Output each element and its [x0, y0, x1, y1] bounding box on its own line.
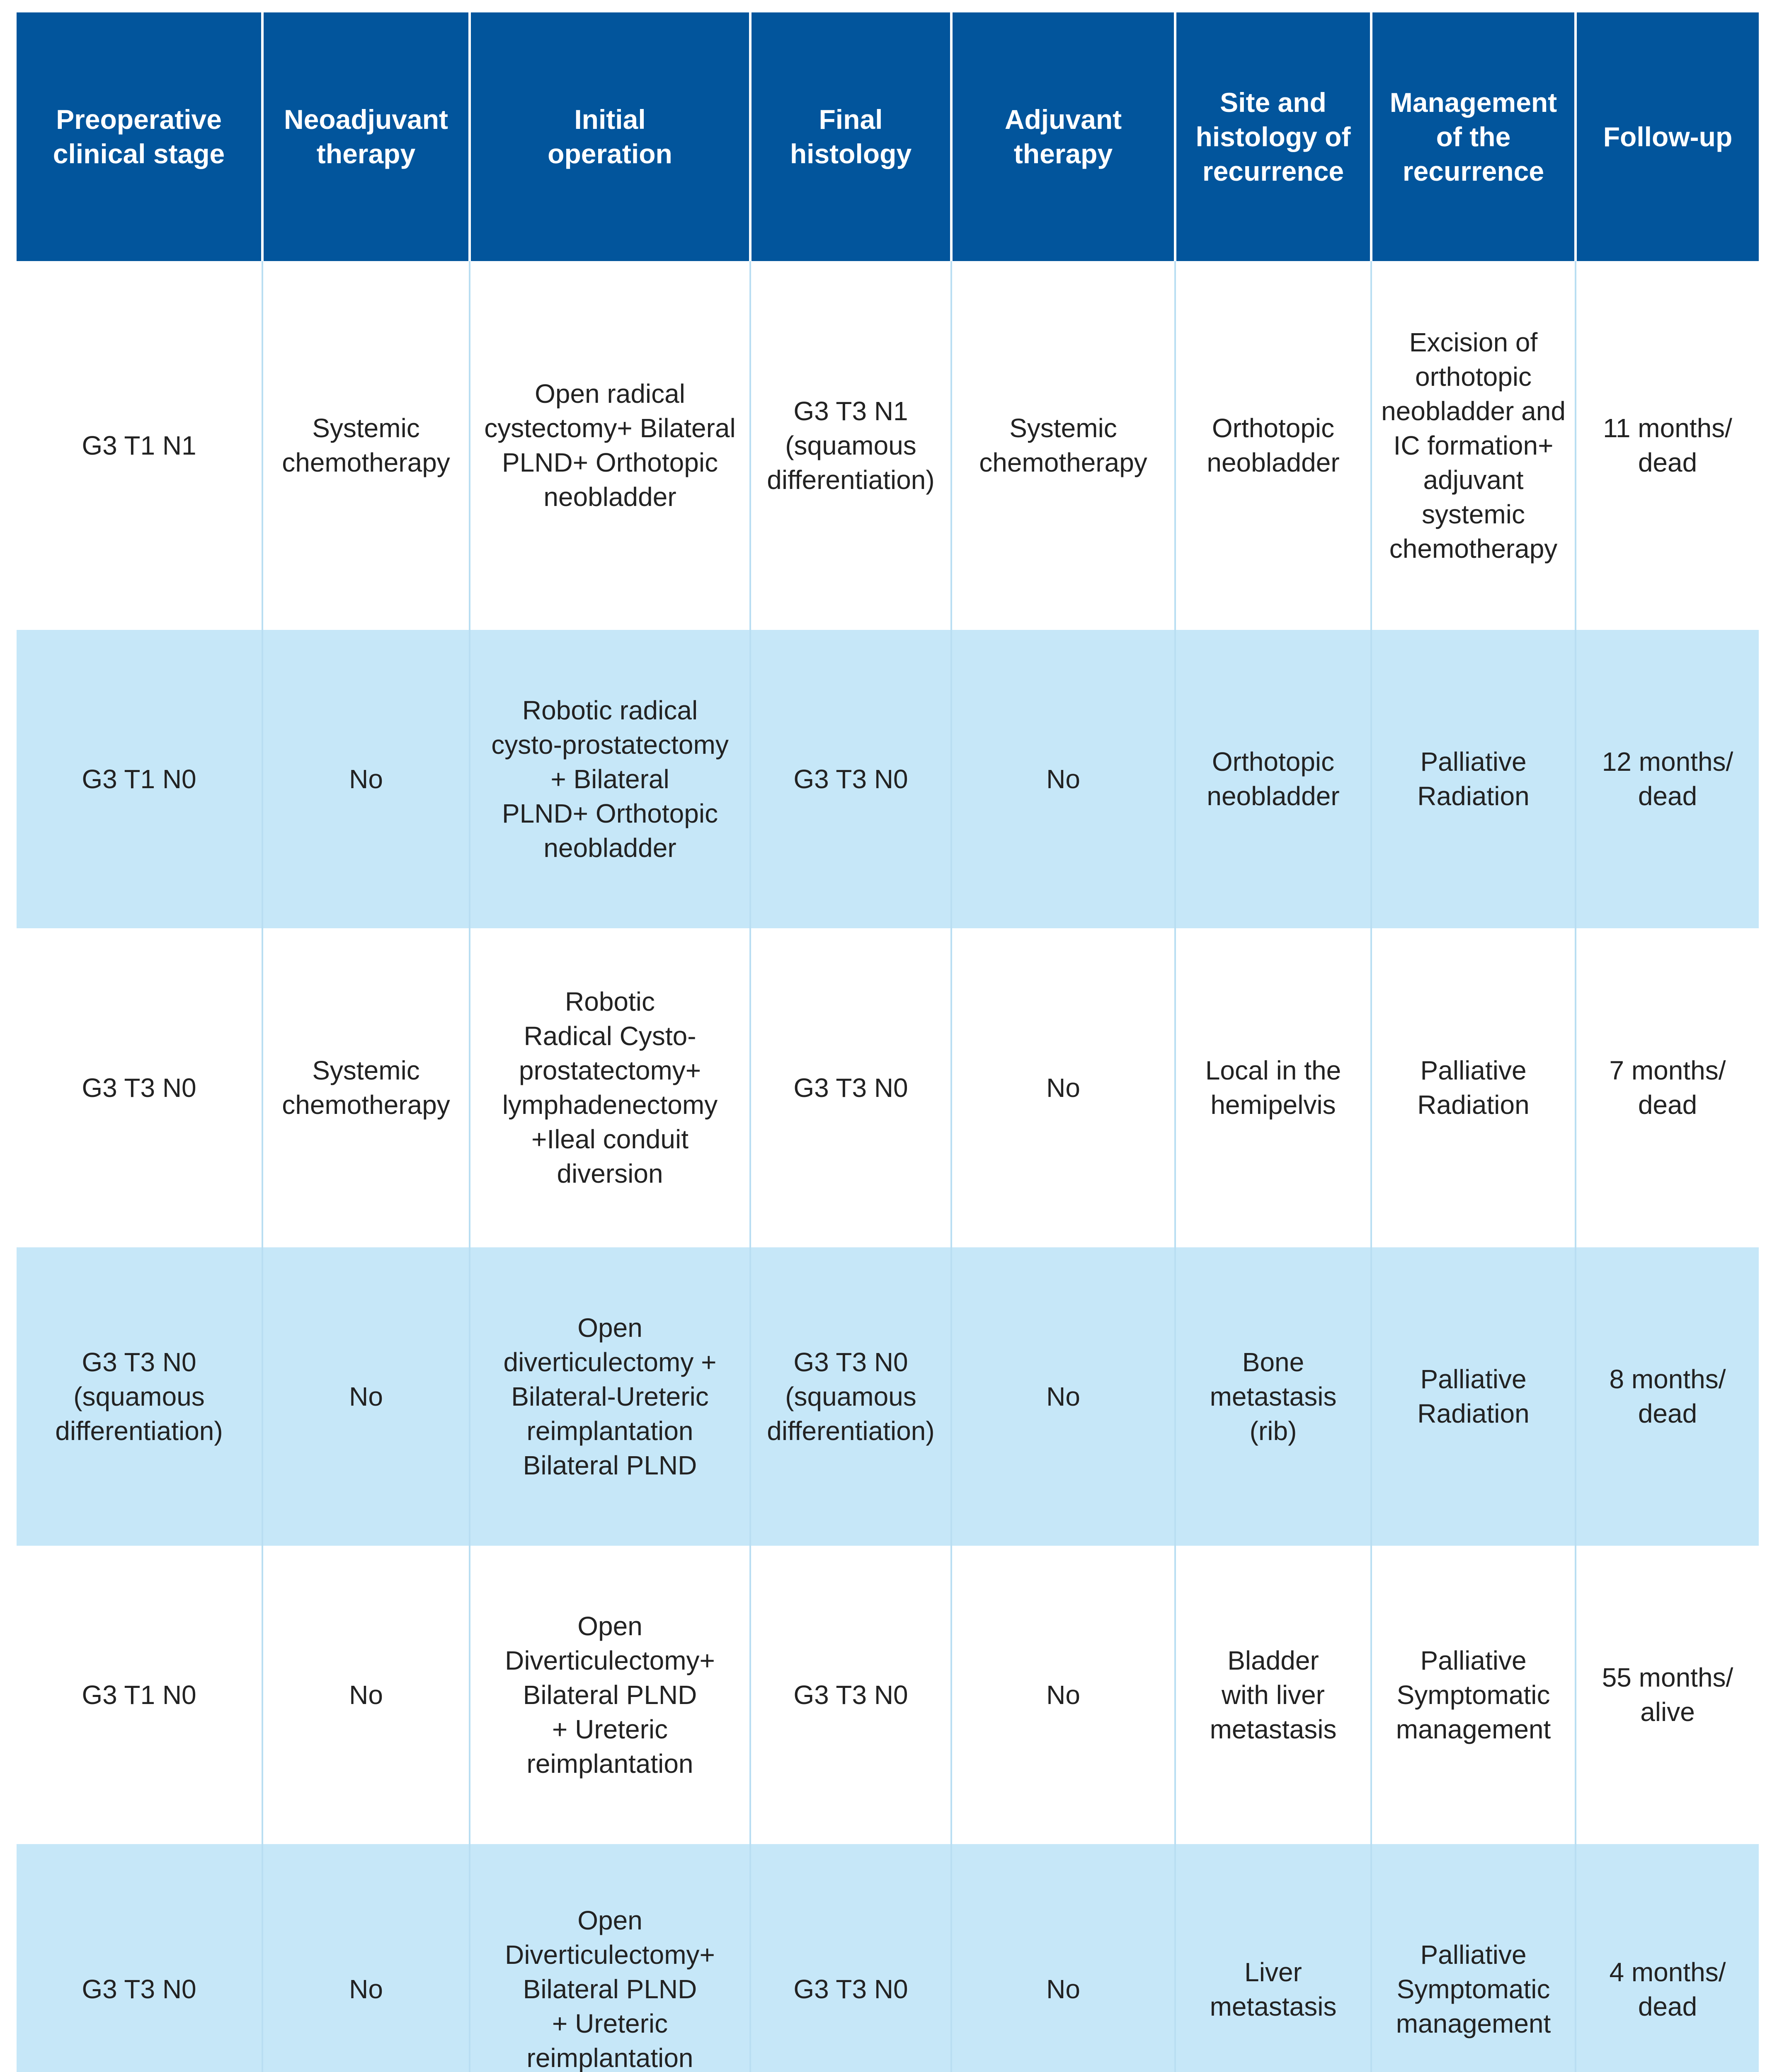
cell-text: No — [1046, 764, 1080, 794]
cell-text: Palliative Radiation — [1417, 747, 1530, 811]
table-cell — [1371, 261, 1576, 630]
cell-text: Local in the hemipelvis — [1205, 1055, 1341, 1120]
cell-text: 12 months/ dead — [1602, 747, 1733, 811]
table-cell — [951, 630, 1175, 928]
table-cell — [470, 630, 750, 928]
table-body — [17, 261, 1759, 2072]
header-follow-up — [1576, 12, 1759, 261]
table-cell — [262, 1247, 470, 1546]
table-cell — [1371, 1844, 1576, 2072]
table-cell — [470, 1844, 750, 2072]
cell-text: No — [1046, 1680, 1080, 1710]
cell-text: Systemic chemotherapy — [282, 413, 450, 477]
cell-text: 7 months/ dead — [1609, 1055, 1726, 1120]
cell-text: Open Diverticulectomy+ Bilateral PLND + Ureteric reimplantation — [505, 1905, 715, 2072]
cell-text: No — [1046, 1072, 1080, 1103]
cell-text: Palliative Radiation — [1417, 1055, 1530, 1120]
table-row — [17, 1247, 1759, 1546]
cell-text: Orthotopic neobladder — [1207, 413, 1340, 477]
cell-text: No — [349, 1974, 383, 2004]
table-cell — [951, 928, 1175, 1247]
header-label: Preoperative clinical stage — [53, 104, 225, 169]
cell-text: G3 T3 N0 — [793, 764, 908, 794]
table-cell — [750, 1247, 951, 1546]
header-neoadjuvant-therapy — [262, 12, 470, 261]
table-cell — [951, 261, 1175, 630]
header-label: Management of the recurrence — [1389, 87, 1557, 186]
table-cell — [750, 928, 951, 1247]
table-cell — [1576, 261, 1759, 630]
recurrence-table-container — [17, 12, 1759, 2072]
header-label: Initial operation — [548, 104, 672, 169]
table-cell — [470, 261, 750, 630]
cell-text: G3 T1 N1 — [82, 430, 196, 460]
header-label: Follow-up — [1603, 121, 1733, 152]
cell-text: 4 months/ dead — [1609, 1957, 1726, 2021]
table-cell — [1175, 1247, 1371, 1546]
cell-text: G3 T3 N0 — [793, 1680, 908, 1710]
cell-text: Open diverticulectomy + Bilateral-Ureteric reimplantation Bilateral PLND — [503, 1312, 717, 1480]
cell-text: G3 T1 N0 — [82, 1680, 196, 1710]
cell-text: No — [349, 1680, 383, 1710]
cell-text: Bone metastasis (rib) — [1210, 1347, 1337, 1446]
table-cell — [951, 1546, 1175, 1844]
table-cell — [1175, 1844, 1371, 2072]
table-cell — [1175, 630, 1371, 928]
table-cell — [17, 1546, 262, 1844]
table-cell — [17, 630, 262, 928]
cell-text: No — [1046, 1974, 1080, 2004]
table-cell — [1371, 630, 1576, 928]
table-row — [17, 1844, 1759, 2072]
table-cell — [951, 1844, 1175, 2072]
header-label: Adjuvant therapy — [1004, 104, 1122, 169]
cell-text: Orthotopic neobladder — [1207, 747, 1340, 811]
table-cell — [17, 1247, 262, 1546]
table-cell — [1576, 1247, 1759, 1546]
header-adjuvant-therapy — [951, 12, 1175, 261]
cell-text: G3 T3 N0 — [793, 1072, 908, 1103]
table-cell — [262, 630, 470, 928]
table-row — [17, 261, 1759, 630]
cell-text: G3 T3 N0 — [793, 1974, 908, 2004]
table-cell — [750, 1546, 951, 1844]
table-cell — [262, 1546, 470, 1844]
header-label: Neoadjuvant therapy — [284, 104, 448, 169]
table-cell — [470, 928, 750, 1247]
table-cell — [1371, 1546, 1576, 1844]
cell-text: No — [349, 764, 383, 794]
cell-text: Robotic Radical Cysto- prostatectomy+ lymphadenectomy +Ileal conduit diversion — [502, 987, 718, 1188]
table-cell — [1175, 928, 1371, 1247]
header-initial-operation — [470, 12, 750, 261]
header-final-histology — [750, 12, 951, 261]
header-site-histology-recurrence — [1175, 12, 1371, 261]
table-cell — [17, 1844, 262, 2072]
table-row — [17, 630, 1759, 928]
cell-text: G3 T3 N0 (squamous differentiation) — [767, 1347, 935, 1446]
cell-text: 11 months/ dead — [1603, 413, 1732, 477]
table-cell — [1576, 1546, 1759, 1844]
cell-text: Open radical cystectomy+ Bilateral PLND+ Orthotopic neobladder — [484, 379, 736, 512]
cell-text: Open Diverticulectomy+ Bilateral PLND + Ureteric reimplantation — [505, 1611, 715, 1779]
table-cell — [262, 1844, 470, 2072]
header-preoperative-clinical-stage — [17, 12, 262, 261]
table-cell — [1371, 1247, 1576, 1546]
table-row — [17, 1546, 1759, 1844]
header-label: Final histology — [790, 104, 912, 169]
cell-text: Systemic chemotherapy — [979, 413, 1147, 477]
cell-text: Excision of orthotopic neobladder and IC formation+ adjuvant systemic chemotherapy — [1381, 327, 1566, 564]
cell-text: G3 T3 N1 (squamous differentiation) — [767, 396, 935, 495]
table-cell — [750, 261, 951, 630]
table-cell — [1576, 630, 1759, 928]
cell-text: Palliative Radiation — [1417, 1364, 1530, 1428]
table-cell — [750, 1844, 951, 2072]
table-cell — [1175, 261, 1371, 630]
table-cell — [1371, 928, 1576, 1247]
table-header — [17, 12, 1759, 261]
cell-text: G3 T1 N0 — [82, 764, 196, 794]
header-row — [17, 12, 1759, 261]
table-cell — [1576, 928, 1759, 1247]
cell-text: Systemic chemotherapy — [282, 1055, 450, 1120]
cell-text: No — [1046, 1381, 1080, 1411]
table-cell — [1576, 1844, 1759, 2072]
cell-text: Palliative Symptomatic management — [1396, 1645, 1551, 1744]
table-cell — [951, 1247, 1175, 1546]
cell-text: 8 months/ dead — [1609, 1364, 1726, 1428]
cell-text: Palliative Symptomatic management — [1396, 1940, 1551, 2038]
cell-text: G3 T3 N0 — [82, 1072, 196, 1103]
table-cell — [17, 261, 262, 630]
header-management-recurrence — [1371, 12, 1576, 261]
table-cell — [750, 630, 951, 928]
cell-text: Liver metastasis — [1210, 1957, 1337, 2021]
cell-text: G3 T3 N0 (squamous differentiation) — [55, 1347, 223, 1446]
table-cell — [1175, 1546, 1371, 1844]
cell-text: No — [349, 1381, 383, 1411]
table-cell — [262, 261, 470, 630]
cell-text: G3 T3 N0 — [82, 1974, 196, 2004]
table-cell — [470, 1247, 750, 1546]
recurrence-table — [17, 12, 1759, 2072]
cell-text: Bladder with liver metastasis — [1210, 1645, 1337, 1744]
cell-text: Robotic radical cysto-prostatectomy + Bilateral PLND+ Orthotopic neobladder — [491, 695, 729, 863]
cell-text: 55 months/ alive — [1602, 1663, 1733, 1727]
header-label: Site and histology of recurrence — [1195, 87, 1351, 186]
table-cell — [262, 928, 470, 1247]
table-row — [17, 928, 1759, 1247]
table-cell — [17, 928, 262, 1247]
table-cell — [470, 1546, 750, 1844]
